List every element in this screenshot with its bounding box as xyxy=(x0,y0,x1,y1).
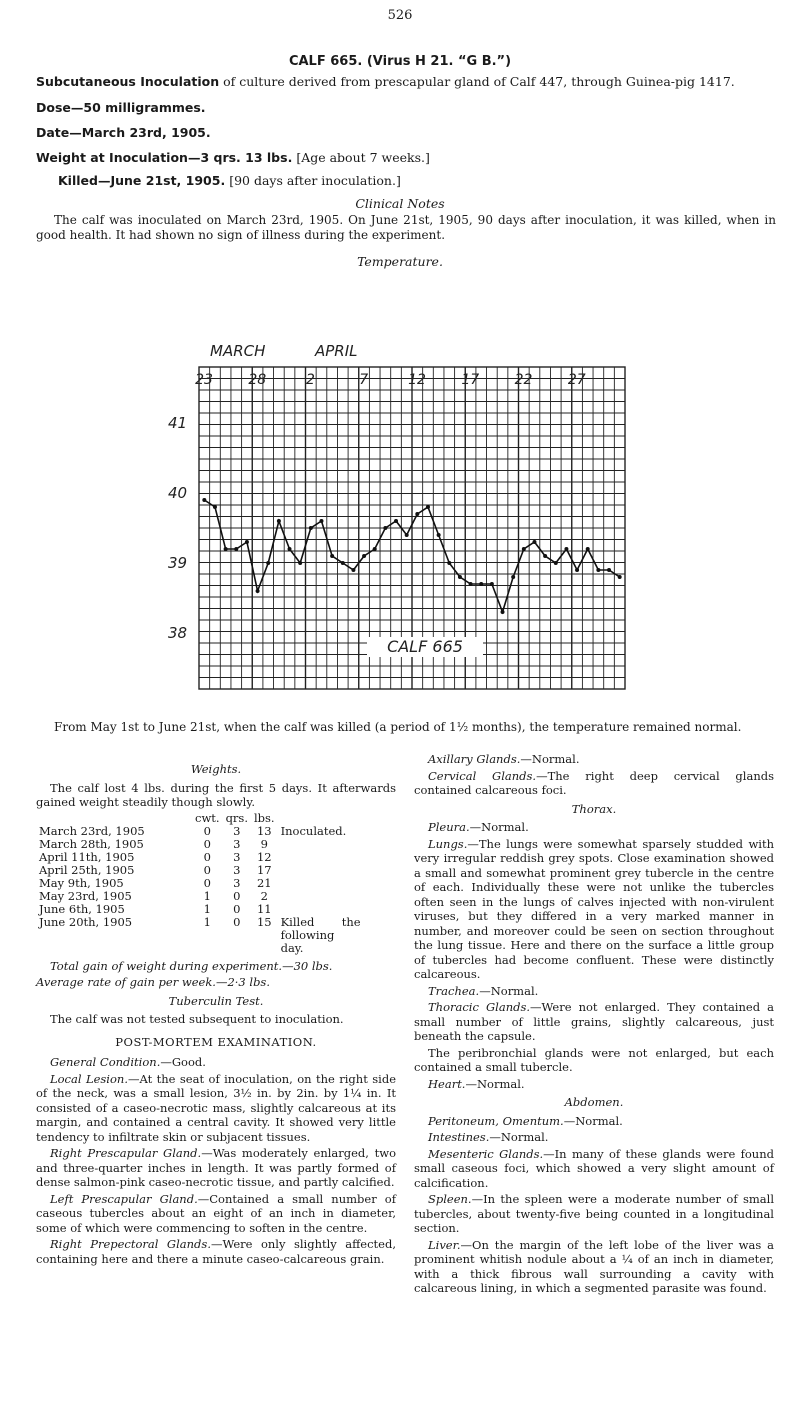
temperature-point xyxy=(479,582,483,586)
y-tick-label: 41 xyxy=(168,414,188,432)
finding-text: —Normal. xyxy=(489,1130,549,1144)
temperature-point xyxy=(351,568,355,572)
weight-note xyxy=(278,838,364,851)
temperature-point xyxy=(256,589,260,593)
finding-entry xyxy=(414,1238,774,1296)
weight-qrs: 3 xyxy=(233,849,241,864)
temperature-point xyxy=(245,540,249,544)
header-label: Subcutaneous Inoculation xyxy=(36,74,220,89)
finding-label: Lungs. xyxy=(428,836,468,851)
finding-label: Axillary Glands. xyxy=(428,752,521,766)
temperature-point xyxy=(522,547,526,551)
temperature-point xyxy=(234,547,238,551)
temperature-point xyxy=(202,498,206,502)
temperature-point xyxy=(543,554,547,558)
temperature-point xyxy=(532,540,536,544)
tuberculin-text: The calf was not tested subsequent to inoculation. xyxy=(50,1012,344,1026)
tuberculin-heading: Tuberculin Test. xyxy=(168,993,264,1008)
weight-cwt: 0 xyxy=(203,823,211,838)
finding-entry xyxy=(414,820,774,835)
weight-cwt: 0 xyxy=(203,875,211,890)
temperature-point xyxy=(288,547,292,551)
header-label: Weight at Inoculation—3 qrs. 13 lbs. xyxy=(36,150,293,165)
finding-text: —At the seat of inoculation, on the right side of the neck, was a small lesion, 3½ in. by 2in. by 1¼ in. It consisted of a caseo-necrotic mass, slightly calcareous at its margin, and contained a central cavity. It showed very little tendency to infiltrate skin or subjacent tissues. xyxy=(36,1071,396,1144)
page-number: 526 xyxy=(387,8,413,23)
temperature-point xyxy=(575,568,579,572)
temperature-point xyxy=(309,526,313,530)
temperature-point xyxy=(415,512,419,516)
x-tick-label: 17 xyxy=(461,372,480,388)
finding-entry xyxy=(414,752,774,767)
temperature-point xyxy=(564,547,568,551)
weight-qrs: 3 xyxy=(233,862,241,877)
finding-entry xyxy=(36,1072,396,1145)
finding-label: Cervical Glands. xyxy=(428,768,537,783)
temperature-point xyxy=(266,561,270,565)
finding-entry xyxy=(36,1055,396,1070)
x-tick-label: 12 xyxy=(408,372,426,388)
weight-lbs: 2 xyxy=(260,888,268,903)
weight-row xyxy=(36,851,364,864)
finding-text: —Were only slightly affected, containing here and there a minute caseo-calcareous grain. xyxy=(36,1237,396,1266)
temperature-point xyxy=(618,575,622,579)
finding-text: —Normal. xyxy=(465,1076,525,1091)
temperature-point xyxy=(447,561,451,565)
weight-date: April 11th, 1905 xyxy=(39,849,135,864)
temperature-point xyxy=(511,575,515,579)
weight-qrs: 3 xyxy=(233,836,241,851)
weight-cwt: 0 xyxy=(203,836,211,851)
temperature-point xyxy=(298,561,302,565)
clinical-heading: Clinical Notes xyxy=(355,196,445,211)
header-text: [90 days after inoculation.] xyxy=(229,173,401,188)
weight-qrs: 0 xyxy=(233,914,241,929)
finding-label: General Condition. xyxy=(50,1055,161,1069)
weight-row xyxy=(36,903,364,916)
y-tick-label: 39 xyxy=(168,554,188,572)
finding-text: —The right deep cervical glands contained calcareous foci. xyxy=(414,768,774,797)
temperature-chart xyxy=(0,0,800,700)
weight-row xyxy=(36,877,364,890)
weight-date: March 28th, 1905 xyxy=(39,836,144,851)
finding-text: —Was moderately enlarged, two and three-quarter inches in length. It was partly formed of dense salmon-pink caseo-necrotic tissue, and partly calcified. xyxy=(36,1146,396,1189)
weight-cwt: 1 xyxy=(203,914,211,929)
finding-label: Thoracic Glands. xyxy=(428,1000,531,1014)
finding-text: —Normal. xyxy=(520,752,580,766)
temperature-point xyxy=(224,547,228,551)
finding-label: Mesenteric Glands. xyxy=(428,1146,544,1161)
weight-note xyxy=(278,890,364,903)
temperature-point xyxy=(319,519,323,523)
weight-lbs: 21 xyxy=(256,875,272,890)
weight-qrs: 3 xyxy=(233,875,241,890)
finding-entry xyxy=(414,1114,774,1129)
finding-entry xyxy=(414,837,774,982)
finding-text: —Good. xyxy=(160,1055,206,1069)
temperature-point xyxy=(469,582,473,586)
weight-cwt: 1 xyxy=(203,901,211,916)
finding-label: Spleen. xyxy=(428,1192,472,1206)
finding-text: —Contained a small number of caseous tubercles about an eight of an inch in diameter, some of which were commencing to soften in the centre. xyxy=(36,1191,396,1235)
temperature-point xyxy=(554,561,558,565)
clinical-text: The calf was inoculated on March 23rd, 1905. On June 21st, 1905, 90 days after inoculation, it was killed, when in good health. It had shown no sign of illness during the experiment. xyxy=(36,213,776,242)
weight-note xyxy=(278,877,364,890)
header-label: Date—March 23rd, 1905. xyxy=(36,125,211,140)
x-tick-label: 23 xyxy=(195,372,213,388)
temperature-heading: Temperature. xyxy=(357,254,443,269)
finding-text: —In the spleen were a moderate number of small tubercles, about twenty-five being counted in a longitudinal section. xyxy=(414,1192,774,1235)
weight-row xyxy=(36,838,364,851)
postmortem-heading: POST-MORTEM EXAMINATION. xyxy=(115,1034,317,1049)
finding-text: —In many of these glands were found small caseous foci, which showed a very slight amount of calcification. xyxy=(414,1146,774,1190)
weight-date: June 20th, 1905 xyxy=(39,914,133,929)
finding-label: Peritoneum, Omentum. xyxy=(428,1113,564,1128)
finding-text: —Normal. xyxy=(469,820,529,834)
weight-note: Inoculated. xyxy=(280,823,347,838)
finding-label: Intestines. xyxy=(428,1130,490,1144)
left-column xyxy=(36,758,396,1268)
y-tick-label: 38 xyxy=(168,624,188,642)
finding-entry xyxy=(36,1237,396,1266)
finding-text: The peribronchial glands were not enlarged, but each contained a small tubercle. xyxy=(414,1045,774,1074)
weight-cwt: 1 xyxy=(203,888,211,903)
page-title: CALF 665. (Virus H 21. “G B.”) xyxy=(288,54,512,69)
temperature-point xyxy=(362,554,366,558)
weights-table xyxy=(36,812,364,955)
temperature-point xyxy=(607,568,611,572)
weight-lbs: 17 xyxy=(256,862,272,877)
finding-entry xyxy=(414,984,774,999)
temperature-point xyxy=(458,575,462,579)
finding-label: Heart. xyxy=(428,1076,466,1091)
finding-label: Trachea. xyxy=(428,983,480,998)
weights-intro: The calf lost 4 lbs. during the first 5 days. It afterwards gained weight steadily though slowly. xyxy=(36,780,396,809)
x-tick-label: 7 xyxy=(359,372,369,388)
weights-heading: Weights. xyxy=(190,762,242,776)
column-header: qrs. xyxy=(225,810,248,825)
right-column xyxy=(414,752,774,1298)
weight-date: March 23rd, 1905 xyxy=(39,823,145,838)
column-header: cwt. xyxy=(195,810,220,825)
x-tick-label: 28 xyxy=(248,372,267,388)
weight-qrs: 0 xyxy=(233,888,241,903)
weight-note xyxy=(278,864,364,877)
finding-text: —The lungs were somewhat sparsely studded with very irregular reddish grey spots. Close examination showed a small and somewhat prominent grey tubercle in the centre of each. Individually these were not unlike the tubercles often seen in the lungs of calves injected with non-virulent viruses, but they differed in a very marked manner in number, and moreover could be seen on section throughout the lung tissue. Here and there on the surface a little group of tubercles had become confluent. These were distinctly calcareous. xyxy=(414,836,774,981)
weight-note: Killed the following day. xyxy=(280,914,361,955)
weight-row xyxy=(36,825,364,838)
weight-date: May 23rd, 1905 xyxy=(39,888,132,903)
header-label: Dose—50 milligrammes. xyxy=(36,100,206,115)
finding-entry xyxy=(414,1192,774,1236)
month-label: APRIL xyxy=(315,342,358,360)
weight-row xyxy=(36,890,364,903)
weight-qrs: 3 xyxy=(233,823,241,838)
temperature-point xyxy=(596,568,600,572)
weight-cwt: 0 xyxy=(203,862,211,877)
weight-row xyxy=(36,916,364,955)
finding-label: Local Lesion. xyxy=(50,1071,128,1086)
after-chart-text: From May 1st to June 21st, when the calf was killed (a period of 1½ months), the temperature remained normal. xyxy=(54,720,742,734)
finding-entry xyxy=(414,1147,774,1191)
weight-note xyxy=(278,903,364,916)
finding-label: Right Prescapular Gland. xyxy=(50,1146,202,1160)
temperature-point xyxy=(383,526,387,530)
section-heading: Thorax. xyxy=(571,801,617,816)
header-text: [Age about 7 weeks.] xyxy=(296,150,430,165)
weight-lbs: 12 xyxy=(256,849,272,864)
x-tick-label: 2 xyxy=(306,372,315,388)
finding-entry xyxy=(414,769,774,798)
temperature-point xyxy=(341,561,345,565)
finding-text: —Normal. xyxy=(563,1113,623,1128)
finding-text: —Normal. xyxy=(479,983,539,998)
weight-qrs: 0 xyxy=(233,901,241,916)
finding-text: —Were not enlarged. They contained a small number of little grains, slightly calcareous, just beneath the capsule. xyxy=(414,1000,774,1043)
average-gain: Average rate of gain per week.—2·3 lbs. xyxy=(36,975,270,989)
finding-label: Liver. xyxy=(428,1237,461,1252)
weight-lbs: 9 xyxy=(260,836,268,851)
month-label: MARCH xyxy=(210,342,266,360)
temperature-point xyxy=(405,533,409,537)
temperature-point xyxy=(437,533,441,537)
temperature-point xyxy=(426,505,430,509)
temperature-point xyxy=(490,582,494,586)
column-header: lbs. xyxy=(253,810,275,825)
finding-text: —On the margin of the left lobe of the liver was a prominent whitish nodule about a ¼ of an inch in diameter, with a thick fibrous wall surrounding a cavity with calcareous lining, in which a segmented parasite was found. xyxy=(414,1237,774,1295)
finding-entry xyxy=(36,1146,396,1190)
weight-lbs: 11 xyxy=(256,901,272,916)
finding-label: Right Prepectoral Glands. xyxy=(50,1237,211,1251)
weight-lbs: 13 xyxy=(256,823,272,838)
temperature-point xyxy=(501,610,505,614)
temperature-point xyxy=(373,547,377,551)
temperature-point xyxy=(330,554,334,558)
weights-header-row xyxy=(36,812,364,825)
weight-date: May 9th, 1905 xyxy=(39,875,124,890)
total-gain: Total gain of weight during experiment.—30 lbs. xyxy=(50,958,333,973)
finding-entry xyxy=(414,1000,774,1044)
y-tick-label: 40 xyxy=(168,484,188,502)
temperature-point xyxy=(586,547,590,551)
section-heading: Abdomen. xyxy=(564,1095,624,1109)
temperature-point xyxy=(277,519,281,523)
header-label: Killed—June 21st, 1905. xyxy=(58,173,226,188)
finding-entry xyxy=(414,1046,774,1075)
weight-note xyxy=(278,851,364,864)
x-tick-label: 22 xyxy=(514,372,533,388)
x-tick-label: 27 xyxy=(567,372,586,388)
weight-row xyxy=(36,864,364,877)
header-text: of culture derived from prescapular gland of Calf 447, through Guinea-pig 1417. xyxy=(223,74,735,89)
weight-cwt: 0 xyxy=(203,849,211,864)
chart-annotation: CALF 665 xyxy=(387,637,463,656)
temperature-point xyxy=(213,505,217,509)
finding-entry xyxy=(414,1130,774,1145)
temperature-point xyxy=(394,519,398,523)
finding-entry xyxy=(36,1192,396,1236)
finding-label: Pleura. xyxy=(428,820,470,834)
weight-date: April 25th, 1905 xyxy=(39,862,135,877)
finding-entry xyxy=(414,1077,774,1092)
finding-label: Left Prescapular Gland. xyxy=(50,1191,198,1206)
weight-date: June 6th, 1905 xyxy=(39,901,125,916)
weight-lbs: 15 xyxy=(256,914,272,929)
